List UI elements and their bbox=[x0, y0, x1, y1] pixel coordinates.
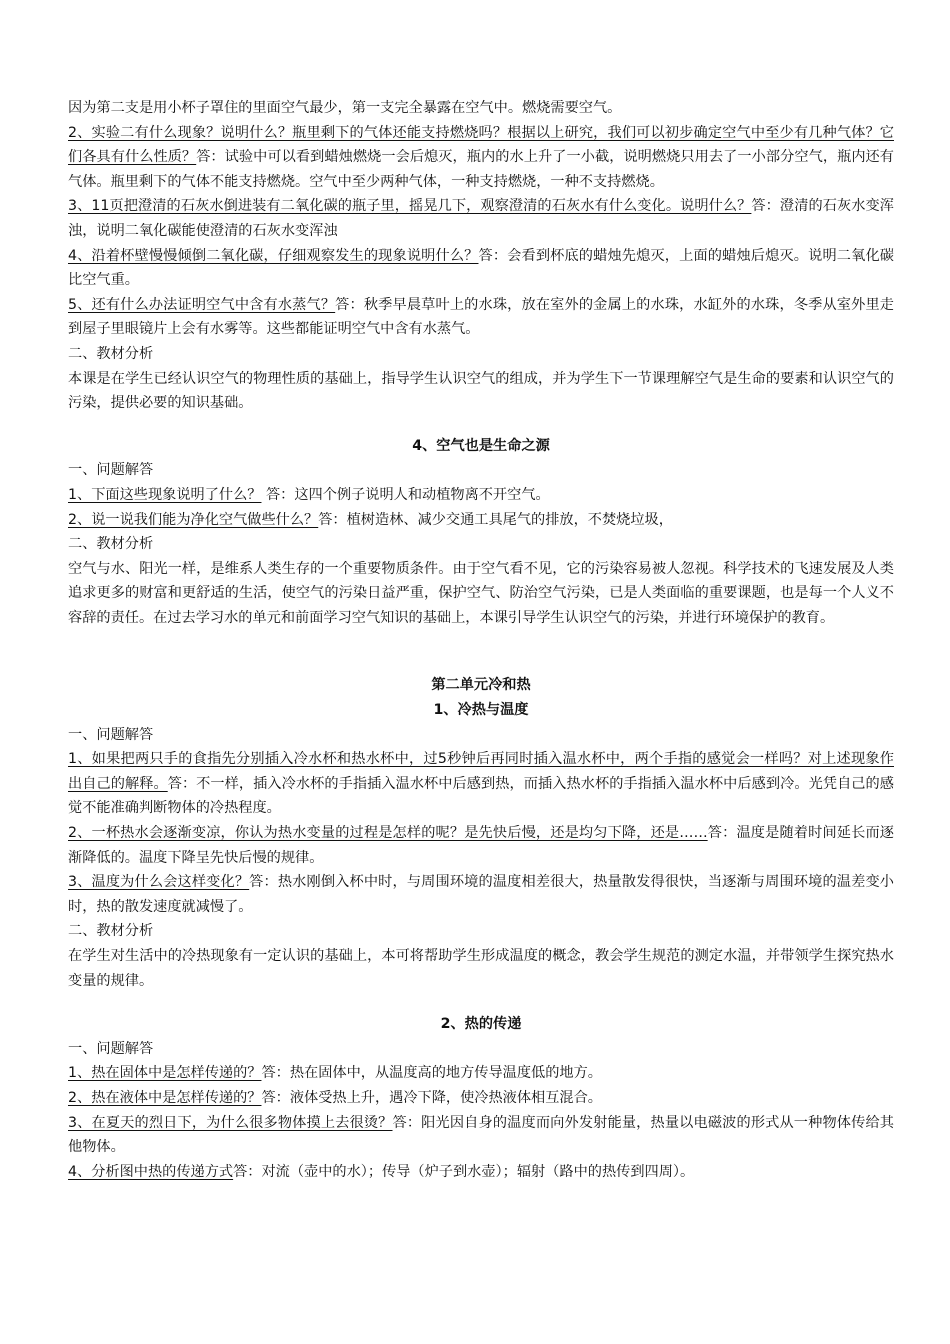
lesson2-qa-1 bbox=[68, 1061, 894, 1086]
answer-text: 答：秋季早晨草叶上的水珠，放在室外的金属上的水珠，水缸外的水珠，冬季从室外里走到屋子里眼镜片上会有水雾等。这些都能证明空气中含有水蒸气。 bbox=[68, 296, 894, 338]
analysis-paragraph: 空气与水、阳光一样，是维系人类生存的一个重要物质条件。由于空气看不见，它的污染容易被人忽视。科学技术的飞速发展及人类追求更多的财富和更舒适的生活，使空气的污染日益严重，保护空气、防治空气污染，已是人类面临的重要课题，也是每一个人义不容辞的责任。在过去学习水的单元和前面学习空气知识的基础上，本课引导学生认识空气的污染，并进行环境保护的教育。 bbox=[68, 560, 894, 626]
unit-title: 第二单元冷和热 bbox=[431, 677, 531, 694]
lesson2-qa-4 bbox=[68, 1160, 894, 1185]
question-text: 3、在夏天的烈日下，为什么很多物体摸上去很烫？ bbox=[68, 1114, 393, 1131]
section-label: 一、问题解答 bbox=[68, 462, 154, 479]
answer-text: 答：热水刚倒入杯中时，与周围环境的温度相差很大，热量散发得很快，当逐渐与周围环境的温差变小时，热的散发速度就减慢了。 bbox=[68, 874, 894, 915]
unit2-qa-1 bbox=[68, 747, 894, 821]
answer-text: 答：会看到杯底的蜡烛先熄灭，上面的蜡烛后熄灭。说明二氧化碳比空气重。 bbox=[68, 247, 894, 289]
answer-text: 答：阳光因自身的温度而向外发射能量，热量以电磁波的形式从一种物体传给其他物体。 bbox=[68, 1114, 894, 1156]
section-label: 一、问题解答 bbox=[68, 1040, 154, 1057]
lesson-title: 1、冷热与温度 bbox=[433, 702, 529, 719]
spacer bbox=[68, 993, 894, 1012]
section-label: 二、教材分析 bbox=[68, 536, 154, 553]
question-text: 4、分析图中热的传递方式 bbox=[68, 1163, 234, 1180]
answer-text: 答：温度是随着时间延长而逐渐降低的。温度下降呈先快后慢的规律。 bbox=[68, 825, 894, 866]
question-text: 4、沿着杯壁慢慢倾倒二氧化碳，仔细观察发生的现象说明什么？ bbox=[68, 247, 479, 264]
intro-qa-5 bbox=[68, 293, 894, 342]
analysis-paragraph: 本课是在学生已经认识空气的物理性质的基础上，指导学生认识空气的组成，并为学生下一节课理解空气是生命的要素和认识空气的污染，提供必要的知识基础。 bbox=[68, 370, 894, 412]
question-text: 1、下面这些现象说明了什么？ bbox=[68, 486, 262, 503]
question-text: 2、实验二有什么现象？说明什么？瓶里剩下的气体还能支持燃烧吗？根据以上研究，我们可以初步确定空气中至少有几种气体？它们各具有什么性质？ bbox=[68, 124, 894, 166]
intro-qa-4 bbox=[68, 244, 894, 293]
answer-text: 答：这四个例子说明人和动植物离不开空气。 bbox=[265, 486, 550, 503]
answer-text: 答：对流（壶中的水）；传导（炉子到水壶）；辐射（路中的热传到四周）。 bbox=[233, 1163, 695, 1180]
lesson-title: 4、空气也是生命之源 bbox=[412, 437, 550, 454]
question-text: 2、一杯热水会逐渐变凉，你认为热水变量的过程是怎样的呢？是先快后慢，还是均匀下降，还是…… bbox=[68, 825, 708, 842]
question-text: 1、热在固体中是怎样传递的？ bbox=[68, 1065, 262, 1082]
lesson4-qa-2 bbox=[68, 508, 894, 533]
question-text: 2、说一说我们能为净化空气做些什么？ bbox=[68, 511, 319, 528]
lesson-title: 2、热的传递 bbox=[440, 1016, 522, 1033]
lesson2-qa-3 bbox=[68, 1111, 894, 1160]
analysis-paragraph: 在学生对生活中的冷热现象有一定认识的基础上，本可将帮助学生形成温度的概念，教会学生规范的测定水温，并带领学生探究热水变量的规律。 bbox=[68, 948, 894, 989]
unit2-qa-2 bbox=[68, 821, 894, 870]
question-text: 5、还有什么办法证明空气中含有水蒸气？ bbox=[68, 296, 336, 313]
spacer bbox=[68, 416, 894, 434]
answer-text: 答：液体受热上升，遇冷下降，使冷热液体相互混合。 bbox=[261, 1089, 602, 1106]
section-label: 二、教材分析 bbox=[68, 345, 154, 362]
question-text: 3、温度为什么会这样变化？ bbox=[68, 874, 250, 891]
intro-line: 因为第二支是用小杯子罩住的里面空气最少，第一支完全暴露在空气中。燃烧需要空气。 bbox=[68, 100, 622, 116]
intro-qa-3 bbox=[68, 194, 894, 243]
answer-text: 答：热在固体中，从温度高的地方传导温度低的地方。 bbox=[261, 1065, 602, 1082]
section-label: 一、问题解答 bbox=[68, 726, 154, 743]
answer-text: 答：植树造林、减少交通工具尾气的排放，不焚烧垃圾， bbox=[318, 511, 673, 528]
unit2-qa-3 bbox=[68, 870, 894, 919]
answer-text: 答：试验中可以看到蜡烛燃烧一会后熄灭，瓶内的水上升了一小截，说明燃烧只用去了一小部分空气，瓶内还有气体。瓶里剩下的气体不能支持燃烧。空气中至少两种气体，一种支持燃烧，一种不支持燃烧。 bbox=[68, 149, 894, 190]
question-text: 2、热在液体中是怎样传递的？ bbox=[68, 1089, 262, 1106]
intro-qa-2 bbox=[68, 121, 894, 195]
answer-text: 答：澄清的石灰水变浑浊，说明二氧化碳能使澄清的石灰水变浑浊 bbox=[68, 198, 894, 239]
question-text: 3、11页把澄清的石灰水倒进装有二氧化碳的瓶子里，摇晃几下，观察澄清的石灰水有什么变化。说明什么？ bbox=[68, 198, 752, 215]
lesson2-qa-2 bbox=[68, 1086, 894, 1111]
spacer bbox=[68, 630, 894, 673]
lesson4-qa-1 bbox=[68, 483, 894, 508]
answer-text: 答：不一样，插入冷水杯的手指插入温水杯中后感到热，而插入热水杯的手指插入温水杯中后感到冷。光凭自己的感觉不能准确判断物体的冷热程度。 bbox=[68, 775, 894, 817]
section-label: 二、教材分析 bbox=[68, 923, 154, 940]
question-text: 1、如果把两只手的食指先分别插入冷水杯和热水杯中，过5秒钟后再同时插入温水杯中，两个手指的感觉会一样吗？对上述现象作出自己的解释。 bbox=[68, 751, 894, 792]
